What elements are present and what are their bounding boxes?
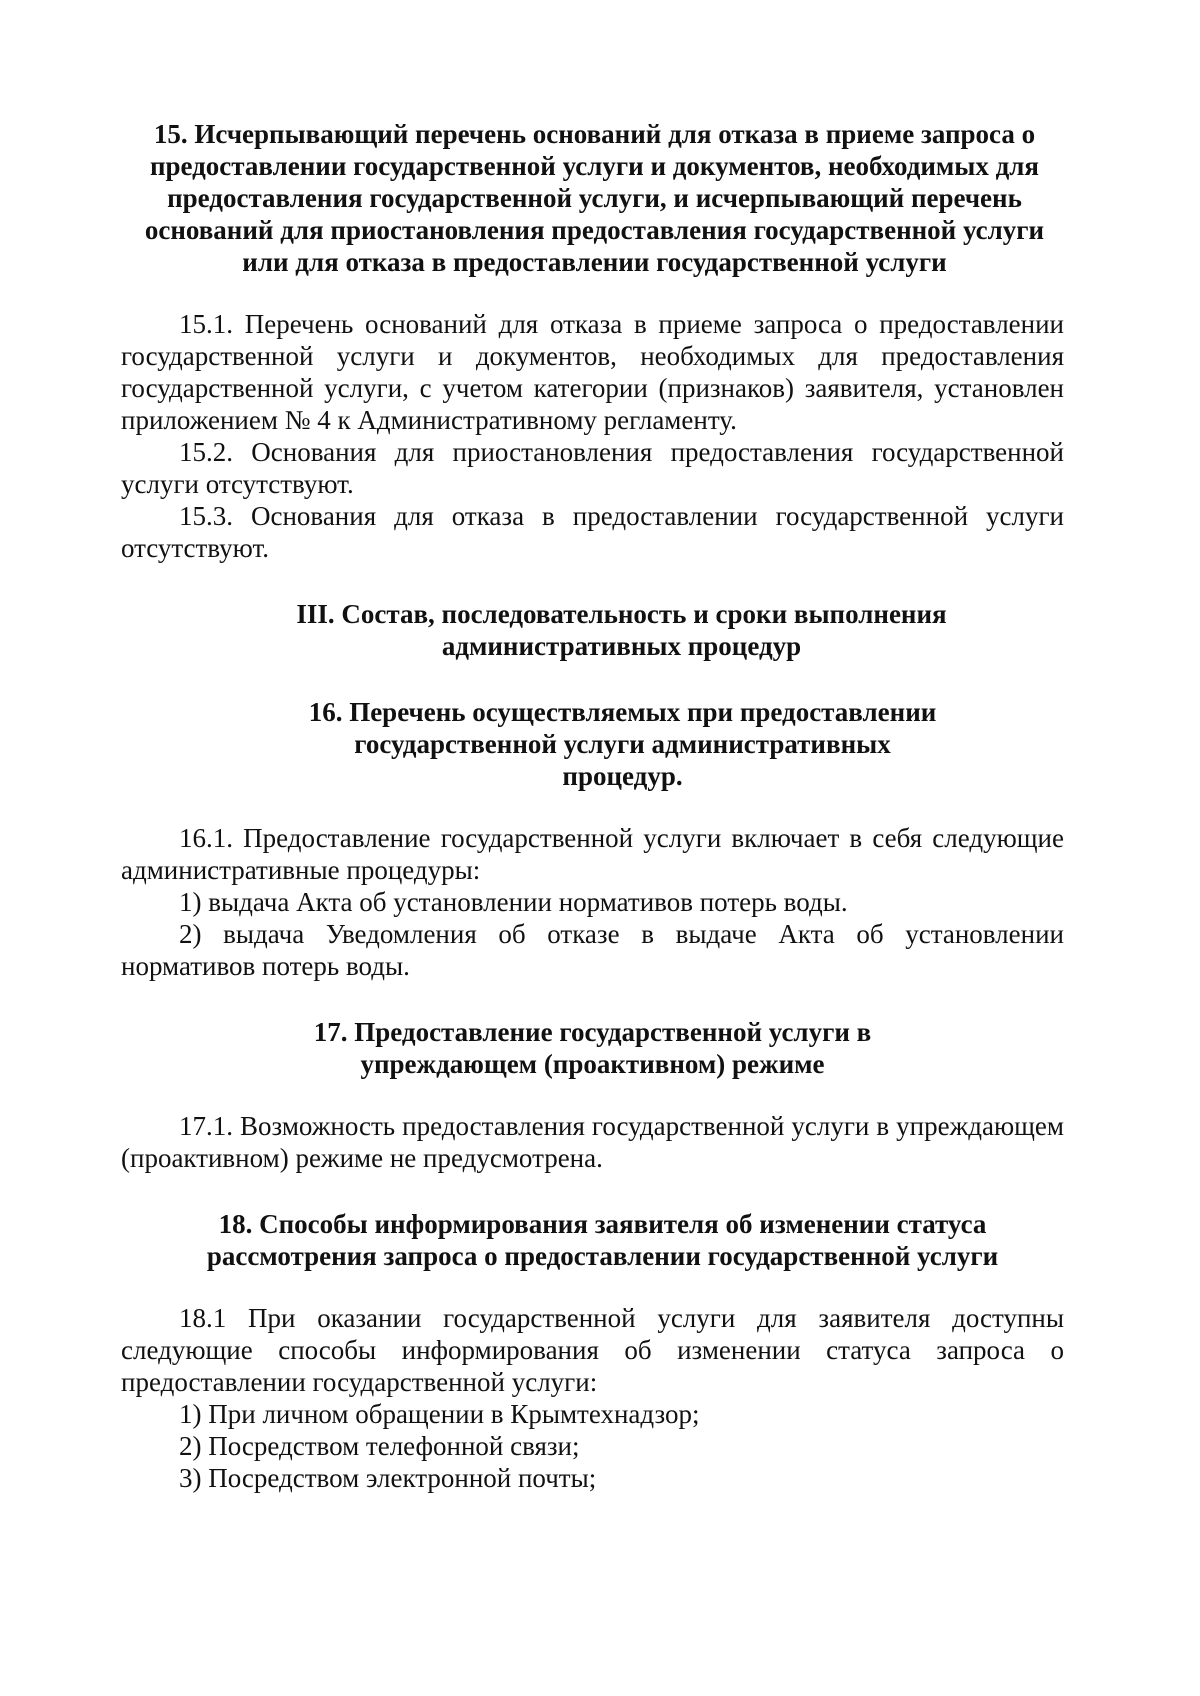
paragraph: 18.1 При оказании государственной услуги для заявителя доступны следующие способы информирования об изменении статуса запроса о предоставлении государственной услуги: [121,1303,1064,1397]
paragraph: 2) выдача Уведомления об отказе в выдаче Акта об установлении нормативов потерь воды. [121,919,1064,981]
paragraph: 2) Посредством телефонной связи; [179,1431,580,1461]
section-heading: 15. Исчерпывающий перечень оснований для отказа в приеме запроса о предоставлении государственной услуги и документов, необходимых для предоставления государственной услуги, и исчерпывающий перечень оснований для приостановления предоставления государственной услуги или для отказа в предоставлении государственной услуги [144,119,1045,277]
paragraph: 16.1. Предоставление государственной услуги включает в себя следующие административные процедуры: [121,823,1064,885]
section-heading: 16. Перечень осуществляемых при предоставлении государственной услуги административных процедур. [308,697,937,791]
section-heading: 17. Предоставление государственной услуги в упреждающем (проактивном) режиме [313,1017,872,1079]
paragraph: 1) выдача Акта об установлении нормативов потерь воды. [179,887,848,917]
section-iii [121,598,1064,662]
document-body [121,118,1064,1494]
paragraph: 3) Посредством электронной почты; [179,1463,597,1493]
paragraph: 15.3. Основания для отказа в предоставлении государственной услуги отсутствуют. [121,501,1064,563]
section-heading: III. Состав, последовательность и сроки выполнения административных процедур [296,599,947,661]
section-heading: 18. Способы информирования заявителя об изменении статуса рассмотрения запроса о предоставлении государственной услуги [206,1209,999,1271]
paragraph: 17.1. Возможность предоставления государственной услуги в упреждающем (проактивном) режиме не предусмотрена. [121,1111,1064,1173]
section-17 [121,1016,1064,1174]
section-18 [121,1208,1064,1494]
paragraph: 15.1. Перечень оснований для отказа в приеме запроса о предоставлении государственной услуги и документов, необходимых для предоставления государственной услуги, с учетом категории (признаков) заявителя, установлен приложением № 4 к Административному регламенту. [121,309,1064,435]
section-15 [121,118,1064,564]
paragraph: 15.2. Основания для приостановления предоставления государственной услуги отсутствуют. [121,437,1064,499]
paragraph: 1) При личном обращении в Крымтехнадзор; [179,1399,700,1429]
section-16 [121,696,1064,982]
